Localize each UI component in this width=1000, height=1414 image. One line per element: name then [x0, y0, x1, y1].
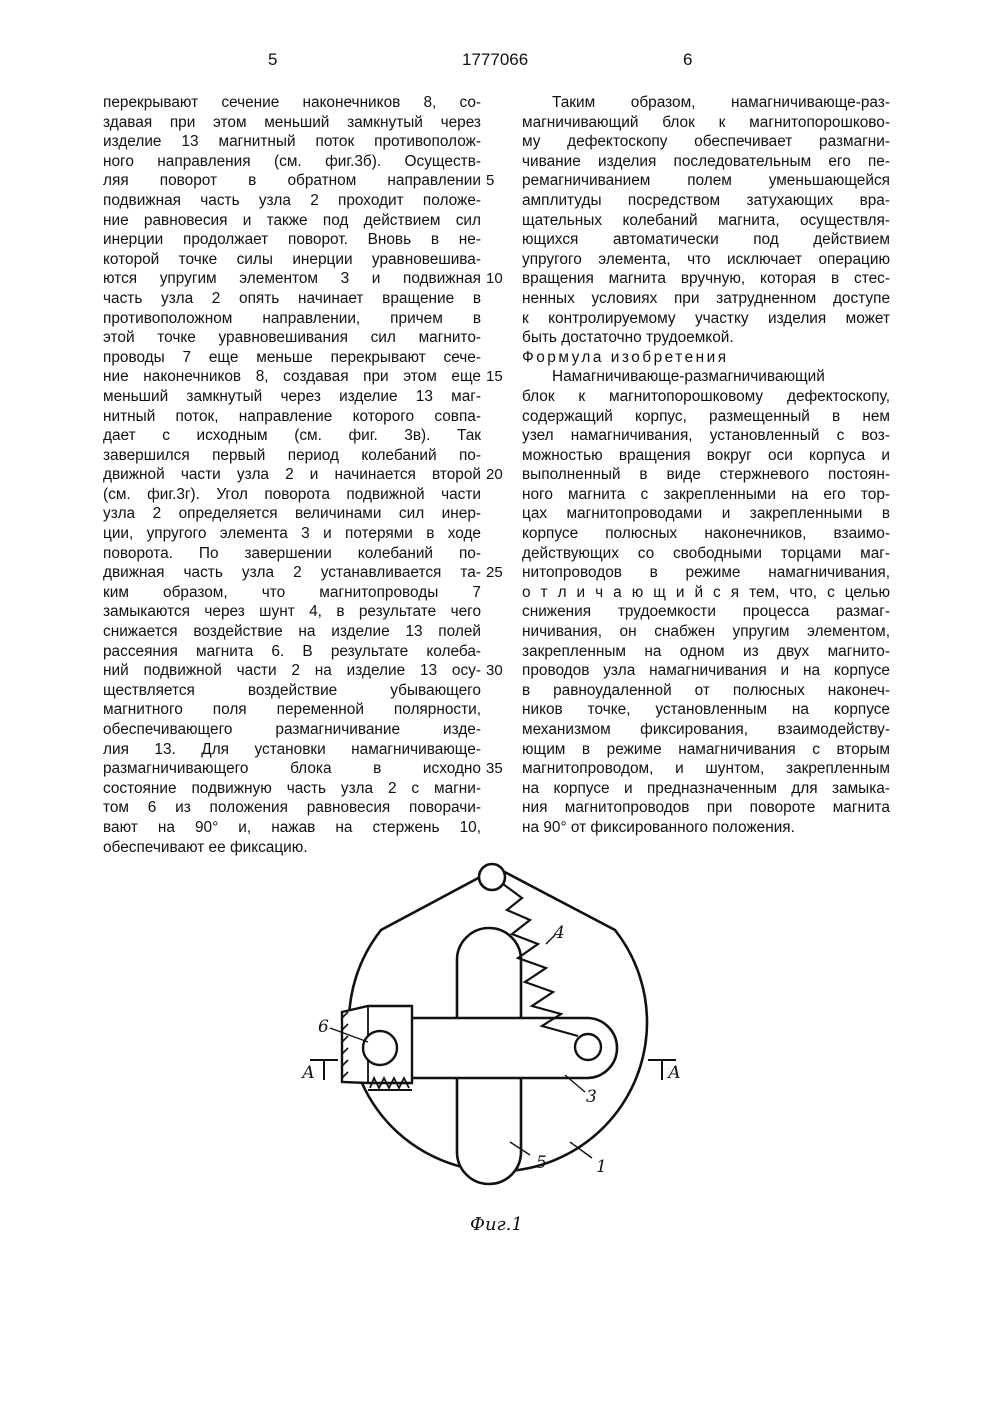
- text-line: му дефектоскопу обеспечивает размагни-: [522, 133, 890, 151]
- text-line: магничивающий блок к магнитопорошково-: [522, 113, 890, 131]
- mechanism-drawing: [290, 860, 710, 1255]
- text-line: ются упругим элементом 3 и подвижная: [103, 270, 481, 288]
- text-line: нитопроводов в режиме намагничивания,: [522, 564, 890, 582]
- line-number: 30: [486, 662, 503, 679]
- text-line: ний подвижной части 2 на изделие 13 осу-: [103, 662, 481, 680]
- left-page-number: 5: [268, 50, 278, 69]
- text-line: движной части узла 2 и начинается второй: [103, 466, 481, 484]
- pivot-right: [575, 1034, 601, 1060]
- text-line: вают на 90° и, нажав на стержень 10,: [103, 818, 481, 836]
- line-number: 20: [486, 466, 503, 483]
- text-line: поворота. По завершении колебаний по-: [103, 544, 481, 562]
- text-line: к контролируемому участку изделия может: [522, 309, 890, 327]
- text-line: узла 2 определяется величинами сил инер-: [103, 505, 481, 523]
- label-6: 6: [318, 1017, 329, 1037]
- line-number: 10: [486, 270, 503, 287]
- text-line: вращения магнита вручную, которая в стес-: [522, 270, 890, 288]
- text-line: подвижная часть узла 2 проходит положе-: [103, 191, 481, 209]
- text-line: на корпусе и предназначенным для замыка-: [522, 779, 890, 797]
- text-line: магнитного поля переменной полярности,: [103, 701, 481, 719]
- text-line: можностью вращения вокруг оси корпуса и: [522, 446, 890, 464]
- text-line: здавая при этом меньший замкнутый через: [103, 113, 481, 131]
- text-line: выполненный в виде стержневого постоян-: [522, 466, 890, 484]
- text-line: ников точке, установленным на корпусе: [522, 701, 890, 719]
- label-3: 3: [586, 1087, 597, 1107]
- magnet-6: [363, 1031, 397, 1065]
- text-line: снижается воздействие на изделие 13 полей: [103, 623, 481, 641]
- text-line: узел намагничивания, установленный с воз-: [522, 427, 890, 445]
- text-line: ющим в режиме намагничивания с вторым: [522, 740, 890, 758]
- text-line: закрепленным на одном из двух магнито-: [522, 642, 890, 660]
- text-line: корпусе полюсных наконечников, взаимо-: [522, 525, 890, 543]
- line-number: 15: [486, 368, 503, 385]
- label-4: 4: [554, 923, 565, 943]
- text-line: ляя поворот в обратном направлении: [103, 172, 481, 190]
- line-number: 25: [486, 564, 503, 581]
- text-line: действующих со свободными торцами маг-: [522, 544, 890, 562]
- text-line: чивание изделия последовательным его пе-: [522, 152, 890, 170]
- text-line: ния магнитопроводов при повороте магнита: [522, 799, 890, 817]
- text-line: нитный поток, направление которого совпа-: [103, 407, 481, 425]
- text-line: амплитуды посредством затухающих вра-: [522, 191, 890, 209]
- text-line: на 90° от фиксированного положения.: [522, 818, 795, 836]
- text-line: (см. фиг.3г). Угол поворота подвижной части: [103, 485, 481, 503]
- text-line: ющихся автоматически под действием: [522, 231, 890, 249]
- right-column: [522, 93, 890, 838]
- text-line: ществляется воздействие убывающего: [103, 681, 481, 699]
- text-line: меньший замкнутый через изделие 13 маг-: [103, 387, 481, 405]
- line-number: 35: [486, 760, 503, 777]
- figure-caption: Фиг.1: [470, 1214, 523, 1235]
- label-1: 1: [596, 1157, 607, 1177]
- text-line: механизмом фиксирования, взаимодейству-: [522, 721, 890, 738]
- figure-1: [290, 860, 710, 1255]
- label-section-left: А: [302, 1063, 315, 1083]
- text-line: проводов узла намагничивания и на корпусе: [522, 662, 890, 680]
- text-line: упругого элемента, что исключает операцию: [522, 250, 890, 268]
- text-line: Намагничивающе-размагничивающий: [552, 368, 825, 386]
- text-line: состояние подвижную часть узла 2 с магни-: [103, 779, 481, 797]
- right-page-number: 6: [683, 50, 693, 69]
- label-5: 5: [536, 1153, 547, 1173]
- text-line: размагничивающего блока в исходно: [103, 760, 481, 778]
- text-line: инерции продолжает поворот. Вновь в не-: [103, 231, 481, 249]
- left-column: [103, 93, 481, 857]
- text-line: ким образом, что магнитопроводы 7: [103, 583, 481, 601]
- text-line: магнитопроводом, и шунтом, закрепленным: [522, 760, 890, 778]
- text-line: проводы 7 еще меньше перекрывают сече-: [103, 348, 481, 366]
- line-number: 5: [486, 172, 495, 189]
- text-line: ции, упругого элемента 3 и потерями в ходе: [103, 525, 481, 543]
- claims-heading: Формула изобретения: [522, 348, 729, 366]
- text-line: завершился первый период колебаний по-: [103, 446, 481, 464]
- text-line: часть узла 2 опять начинает вращение в: [103, 289, 481, 307]
- text-line: этой точке уравновешивания сил магнито-: [103, 329, 481, 347]
- text-line: том 6 из положения равновесия поворачи-: [103, 799, 481, 817]
- text-line: Таким образом, намагничивающе-раз-: [552, 94, 890, 111]
- text-line: которой точке силы инерции уравновешива-: [103, 250, 481, 268]
- text-line: обеспечивают ее фиксацию.: [103, 838, 308, 856]
- text-line: изделие 13 магнитный поток противополож-: [103, 133, 481, 151]
- text-line: ного направления (см. фиг.3б). Осуществ-: [103, 152, 481, 170]
- text-line: обеспечивающего размагничивание изде-: [103, 721, 481, 738]
- text-line: ремагничиванием полем уменьшающейся: [522, 172, 890, 190]
- text-line: замыкаются через шунт 4, в результате чего: [103, 603, 481, 621]
- text-line: ненных условиях при затрудненном доступе: [522, 289, 890, 307]
- text-line: перекрывают сечение наконечников 8, со-: [103, 94, 481, 111]
- text-line: ничивания, он снабжен упругим элементом,: [522, 623, 890, 641]
- text-line: рассеяния магнита 6. В результате колеба-: [103, 642, 481, 660]
- text-line: о т л и ч а ю щ и й с я тем, что, с целью: [522, 583, 890, 601]
- label-section-right: А: [668, 1063, 681, 1083]
- text-line: щательных колебаний магнита, осуществля-: [522, 211, 890, 229]
- pivot-top: [479, 864, 505, 890]
- text-line: в равноудаленной от полюсных наконеч-: [522, 681, 890, 699]
- text-line: ние наконечников 8, создавая при этом еще: [103, 368, 481, 386]
- text-line: содержащий корпус, размещенный в нем: [522, 407, 890, 425]
- text-line: лия 13. Для установки намагничивающе-: [103, 740, 481, 758]
- text-line: блок к магнитопорошковому дефектоскопу,: [522, 387, 890, 405]
- text-line: движная часть узла 2 устанавливается та-: [103, 564, 481, 582]
- text-line: снижения трудоемкости процесса размаг-: [522, 603, 890, 621]
- text-line: противоположном направлении, причем в: [103, 309, 481, 327]
- text-line: ного магнита с закрепленными на его тор-: [522, 485, 890, 503]
- text-line: ние равновесия и также под действием сил: [103, 211, 481, 229]
- text-line: цах магнитопроводами и закрепленными в: [522, 505, 890, 523]
- text-line: быть достаточно трудоемкой.: [522, 329, 734, 347]
- text-line: дает с исходным (см. фиг. 3в). Так: [103, 427, 481, 445]
- patent-number: 1777066: [462, 50, 529, 69]
